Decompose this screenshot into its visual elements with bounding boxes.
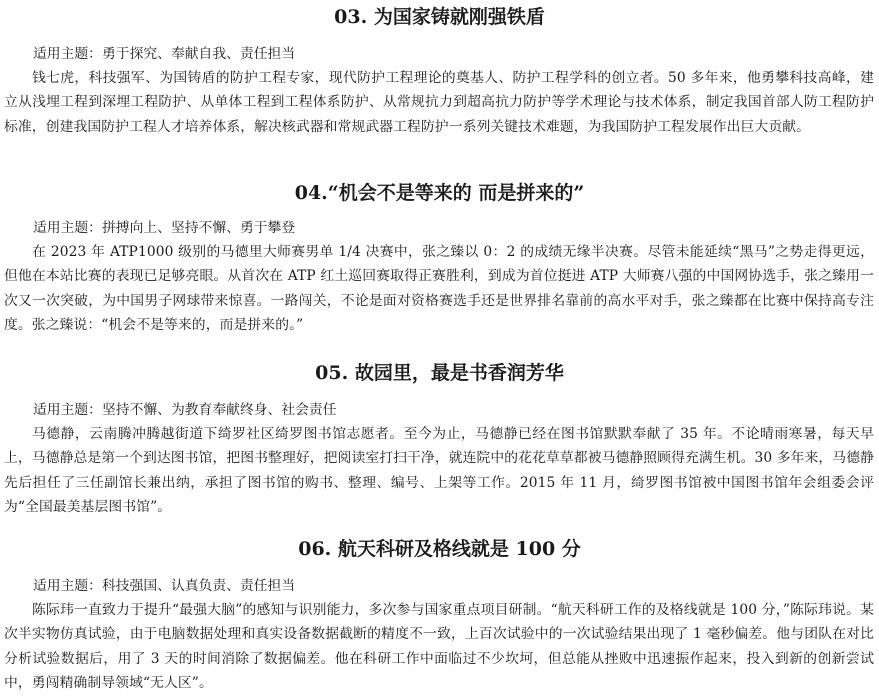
section-theme — [33, 42, 879, 66]
theme-label: 适用主题： — [33, 220, 102, 236]
theme-value: 拼搏向上、坚持不懈、勇于攀登 — [101, 220, 296, 236]
theme-label: 适用主题： — [33, 578, 102, 594]
theme-label: 适用主题： — [33, 46, 102, 62]
section-title: 05. 故园里，最是书香润芳华 — [315, 362, 564, 384]
section-body: 陈际玮一直致力于提升“最强大脑”的感知与识别能力，多次参与国家重点项目研制。“航天科研工作的及格线就是 100 分，”陈际玮说。某次半实物仿真试验，由于电脑数据处理和真实设备数据截断的精度不一致，上百次试验中的一次试验结果出现了 1 毫秒偏差。他与团队在对比分析试验数据后，用了 3 天的时间消除了数据偏差。他在科研工作中面临过不少坎坷，但总能从挫败中迅速振作起来，投入到新的创新尝试中，勇闯精确制导领域“无人区”。 — [4, 602, 874, 691]
theme-value: 科技强国、认真负责、责任担当 — [101, 578, 296, 594]
section-04 — [0, 180, 879, 337]
section-theme — [33, 216, 879, 240]
theme-value: 勇于探究、奉献自我、责任担当 — [101, 46, 296, 62]
section-06 — [0, 536, 879, 695]
section-body: 在 2023 年 ATP1000 级别的马德里大师赛男单 1/4 决赛中，张之臻以 0：2 的成绩无缘半决赛。尽管未能延续“黑马”之势走得更远，但他在本站比赛的表现已足够亮眼。从首次在 ATP 红土巡回赛取得正赛胜利，到成为首位挺进 ATP 大师赛八强的中国网协选手，张之臻用一次又一次突破，为中国男子网球带来惊喜。一路闯关，不论是面对资格赛选手还是世界排名靠前的高水平对手，张之臻都在比赛中保持高专注度。张之臻说：“机会不是等来的，而是拼来的。” — [4, 244, 874, 333]
section-theme — [33, 398, 879, 422]
theme-value: 坚持不懈、为教育奉献终身、社会责任 — [101, 402, 337, 418]
theme-label: 适用主题： — [33, 402, 102, 418]
section-05 — [0, 360, 879, 519]
section-body: 马德静，云南腾冲腾越街道下绮罗社区绮罗图书馆志愿者。至今为止，马德静已经在图书馆默默奉献了 35 年。不论晴雨寒暑，每天早上，马德静总是第一个到达图书馆，把图书整理好，把阅读室打扫干净，就连院中的花花草草都被马德静照顾得充满生机。30 多年来，马德静先后担任了三任副馆长兼出纳，承担了图书馆的购书、整理、编号、上架等工作。2015 年 11 月，绮罗图书馆被中国图书馆年会组委会评为“全国最美基层图书馆”。 — [4, 426, 874, 515]
section-theme — [33, 574, 879, 598]
section-body: 钱七虎，科技强军、为国铸盾的防护工程专家，现代防护工程理论的奠基人、防护工程学科的创立者。50 多年来，他勇攀科技高峰，建立从浅埋工程到深埋工程防护、从单体工程到工程体系防护、从常规抗力到超高抗力防护等学术理论与技术体系，制定我国首部人防工程防护标准，创建我国防护工程人才培养体系，解决核武器和常规武器工程防护一系列关键技术难题，为我国防护工程发展作出巨大贡献。 — [4, 70, 874, 135]
section-03 — [0, 4, 879, 139]
section-title: 04.“机会不是等来的 而是拼来的” — [294, 182, 585, 204]
section-title: 06. 航天科研及格线就是 100 分 — [298, 538, 581, 560]
section-title: 03. 为国家铸就刚强铁盾 — [334, 6, 545, 28]
